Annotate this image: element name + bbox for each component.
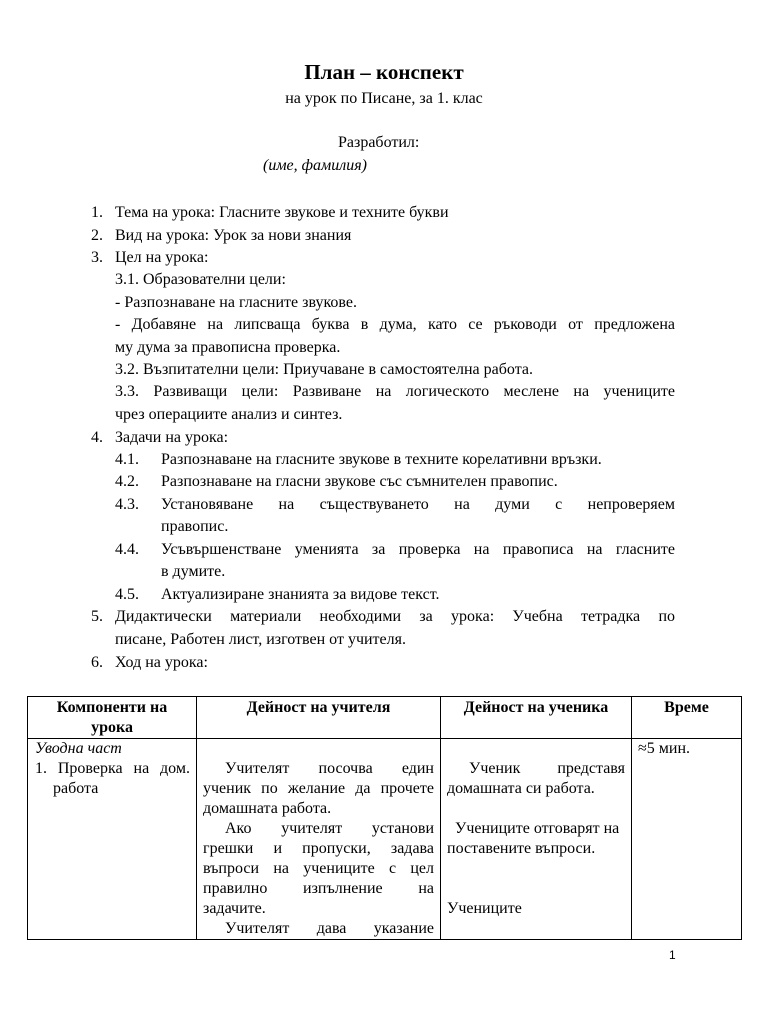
task-number: 4.1. <box>115 451 139 468</box>
developing-goals: 3.3. Развиващи цели: Развиване на логическото меслене на учениците <box>115 383 675 400</box>
task-number: 4.2. <box>115 473 139 490</box>
column-header-student: Дейност на ученика <box>441 697 632 739</box>
table-header-row <box>28 697 742 739</box>
author-label: Разработил: <box>338 134 420 151</box>
task-item: Актуализиране знанията за видове текст. <box>161 586 440 603</box>
teacher-activity-paragraph: Учителят посочва един ученик по желание да прочете домашната работа. <box>203 760 434 817</box>
task-item: Разпознаване на гласните звукове в техните корелативни връзки. <box>161 451 602 468</box>
task-item: Усъвършенстване уменията за проверка на правописа на гласните <box>161 541 675 558</box>
list-number: 5. <box>91 608 103 625</box>
list-number: 4. <box>91 429 103 446</box>
time-cell <box>632 739 742 940</box>
list-number: 1. <box>91 204 103 221</box>
list-number: 6. <box>91 654 103 671</box>
task-number: 4.3. <box>115 496 139 513</box>
student-activity-paragraph: Ученик представя домашната си работа. <box>447 760 625 797</box>
developing-goals-cont: чрез операциите анализ и синтез. <box>115 406 343 423</box>
task-item: Установяване на съществуването на думи с непроверяем <box>161 496 675 513</box>
column-header-time: Време <box>632 697 742 739</box>
author-name: (име, фамилия) <box>263 157 367 174</box>
task-item-cont: правопис. <box>161 518 229 535</box>
task-number: 4.4. <box>115 541 139 558</box>
teacher-activity-cell <box>197 739 441 940</box>
task-item: Разпознаване на гласни звукове със съмнителен правопис. <box>161 473 558 490</box>
upbringing-goals: 3.2. Възпитателни цели: Приучаване в самостоятелна работа. <box>115 361 533 378</box>
document-title: План – конспект <box>304 60 464 84</box>
teaching-materials: Дидактически материали необходими за урока: Учебна тетрадка по <box>115 608 675 625</box>
teaching-materials-cont: писане, Работен лист, изготвен от учителя. <box>115 631 406 648</box>
list-number: 2. <box>91 227 103 244</box>
table-row <box>28 739 742 940</box>
educational-goals: 3.1. Образователни цели: <box>115 271 286 288</box>
stage-label: Уводна част <box>35 740 122 757</box>
page-number: 1 <box>669 948 676 962</box>
column-header-components: Компоненти на урока <box>28 697 197 739</box>
lesson-type: Вид на урока: Урок за нови знания <box>115 227 352 244</box>
lesson-course-heading: Ход на урока: <box>115 654 208 671</box>
component-cell <box>28 739 197 940</box>
task-item-cont: в думите. <box>161 563 226 580</box>
educational-goal-item: - Разпознаване на гласните звукове. <box>115 294 357 311</box>
time-value: ≈5 мин. <box>638 740 691 757</box>
list-number: 3. <box>91 249 103 266</box>
educational-goal-item-cont: му дума за правописна проверка. <box>115 339 341 356</box>
lesson-goal-heading: Цел на урока: <box>115 249 209 266</box>
column-header-teacher: Дейност на учителя <box>197 697 441 739</box>
student-activity-paragraph: Учениците отговарят на поставените въпроси. <box>447 820 620 857</box>
teacher-activity-paragraph: Учителят дава указание <box>225 920 434 937</box>
lesson-tasks-heading: Задачи на урока: <box>115 429 229 446</box>
document-subtitle: на урок по Писане, за 1. клас <box>285 90 483 107</box>
task-number: 4.5. <box>115 586 139 603</box>
student-activity-paragraph: Учениците <box>447 900 522 917</box>
educational-goal-item: - Добавяне на липсваща буква в дума, като се ръководи от предложена <box>115 316 675 333</box>
student-activity-cell <box>441 739 632 940</box>
lesson-topic: Тема на урока: Гласните звукове и техните букви <box>115 204 449 221</box>
lesson-plan-table <box>27 696 742 940</box>
stage-item: 1. Проверка на дом. работа <box>35 760 190 797</box>
teacher-activity-paragraph: Ако учителят установи грешки и пропуски, задава въпроси на учениците с цел правилно изпълнение на задачите. <box>203 820 434 917</box>
